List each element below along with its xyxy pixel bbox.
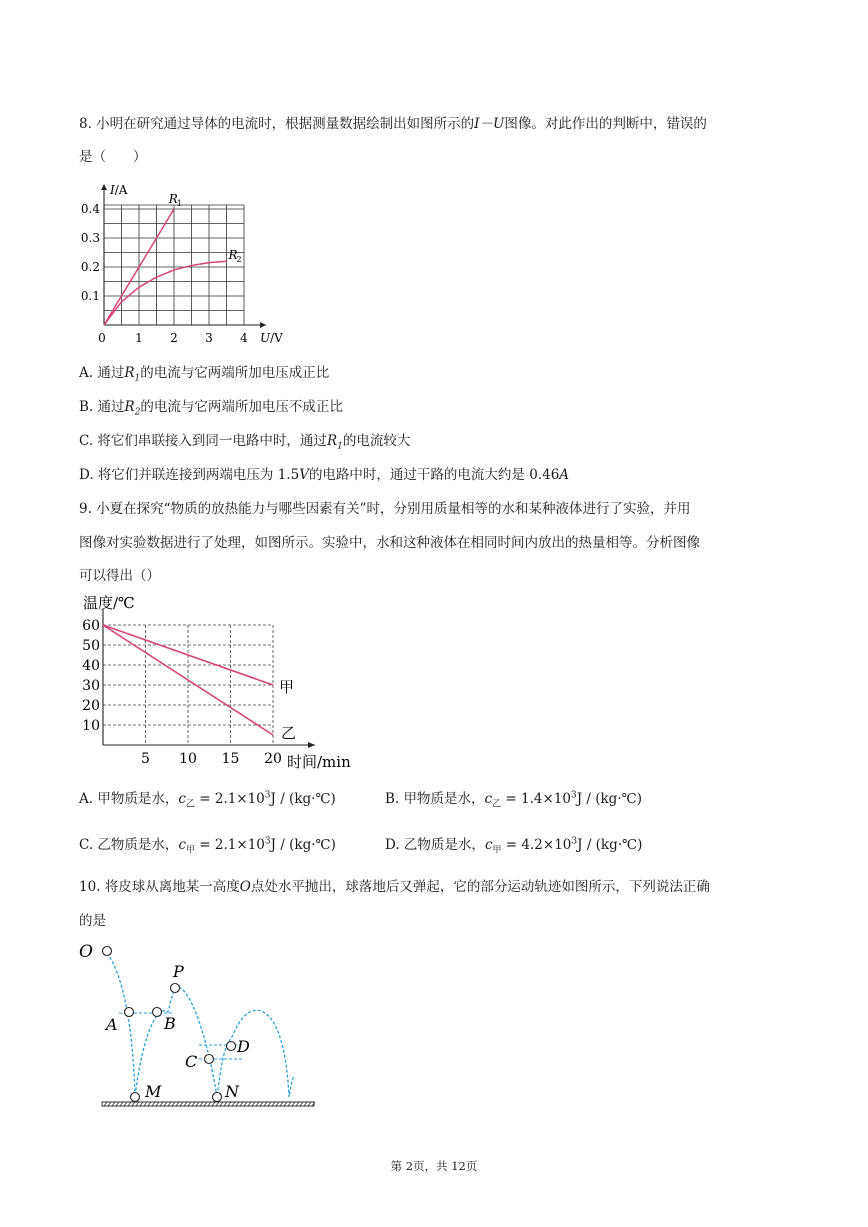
y-tick-label: 50: [82, 638, 100, 654]
ground: [102, 1102, 315, 1106]
x-tick-label: 20: [264, 751, 282, 767]
trajectory-curve: [107, 953, 295, 1097]
label-a: A: [106, 1015, 118, 1034]
q9-option-b[interactable]: B. 甲物质是水，$c_乙 = 1.4\times 10^3J$ / (kg·℃): [385, 790, 642, 810]
y-axis-label: 温度/℃: [83, 594, 135, 612]
x-tick-label: 15: [221, 751, 240, 767]
point-o: [103, 947, 112, 956]
x-axis-label: 时间/min: [287, 753, 351, 771]
x-tick-label: 3: [205, 331, 213, 345]
q10-text-line1: 10. 将皮球从离地某一高度O点处水平抛出，球落地后又弹起，它的部分运动轨迹如图所示，下列说法正确: [79, 879, 710, 895]
r1-label-sub: 1: [176, 199, 182, 208]
temperature-chart-grid: [103, 625, 273, 745]
origin-label: 0: [98, 331, 106, 345]
q8-option-b[interactable]: B. 通过$R_2$的电流与它两端所加电压不成正比: [79, 399, 343, 418]
x-tick-label: 1: [135, 331, 143, 345]
label-o: O: [79, 942, 93, 962]
x-tick-label: 4: [240, 331, 248, 345]
y-tick-label: 20: [82, 698, 100, 714]
y-tick-label: 60: [82, 618, 100, 634]
q8-option-c[interactable]: C. 将它们串联接入到同一电路中时，通过$R_1$的电流较大: [79, 433, 411, 452]
y-tick-label: 10: [82, 718, 100, 734]
q8-text-line1: 8. 小明在研究通过导体的电流时，根据测量数据绘制出如图所示的I－U图像。对此作出的判断中，错误的: [79, 116, 707, 132]
q9-option-c[interactable]: C. 乙物质是水，$c_甲 = 2.1\times 10^3J$ / (kg·℃): [79, 836, 336, 856]
label-b: B: [164, 1014, 176, 1033]
label-c: C: [185, 1052, 198, 1071]
q10-text-line2: 的是: [79, 913, 106, 929]
y-tick-label: 0.2: [80, 260, 100, 274]
point-d: [227, 1042, 236, 1051]
x-tick-label: 10: [179, 751, 197, 767]
ball-trajectory-diagram: [75, 935, 335, 1115]
r1-label: R: [168, 192, 178, 206]
label-n: N: [225, 1082, 239, 1101]
r2-label-sub: 2: [236, 255, 242, 265]
x-axis-arrow: [308, 742, 315, 748]
x-tick-label: 5: [141, 751, 150, 767]
series-yi-label: 乙: [281, 724, 297, 742]
y-tick-label: 30: [82, 678, 100, 694]
y-tick-label: 40: [82, 658, 100, 674]
temperature-chart: [70, 595, 370, 775]
x-axis-arrow: [260, 322, 266, 328]
q9-option-a[interactable]: A. 甲物质是水，$c_乙 = 2.1\times 10^3J$ / (kg·℃): [79, 790, 336, 810]
q9-option-d[interactable]: D. 乙物质是水，$c_甲 = 4.2\times 10^3J$ / (kg·℃): [385, 836, 643, 856]
iu-chart: [75, 180, 283, 350]
q8-text-line2: 是（ ）: [79, 149, 147, 165]
point-c: [205, 1055, 214, 1064]
point-m: [131, 1093, 140, 1102]
y-axis-label: I/A: [110, 183, 128, 197]
label-d: D: [237, 1037, 250, 1056]
q8-option-d[interactable]: D. 将它们并联连接到两端电压为 1.5V的电路中时，通过干路的电流大约是 0.46A: [79, 467, 570, 483]
y-tick-label: 0.1: [80, 289, 100, 303]
q9-text-line2: 图像对实验数据进行了处理，如图所示。实验中，水和这种液体在相同时间内放出的热量相等。分析图像: [79, 535, 700, 551]
q8-option-a[interactable]: A. 通过$R_1$的电流与它两端所加电压成正比: [79, 365, 330, 384]
label-p: P: [173, 962, 184, 981]
point-p: [171, 984, 180, 993]
iu-chart-labels: [81, 183, 283, 345]
y-tick-label: 0.3: [80, 231, 100, 245]
q9-text-line3: 可以得出（）: [79, 568, 160, 584]
point-b: [153, 1008, 162, 1017]
point-n: [213, 1093, 222, 1102]
iu-chart-grid: [104, 205, 244, 325]
point-a: [125, 1008, 134, 1017]
x-tick-label: 2: [170, 331, 178, 345]
q9-text-line1: 9. 小夏在探究“物质的放热能力与哪些因素有关”时，分别用质量相等的水和某种液体进行了实验，并用: [79, 501, 691, 517]
page-footer: 第 2页，共 12页: [390, 1159, 478, 1173]
x-axis-label: U/V: [260, 331, 283, 345]
series-jia-label: 甲: [279, 678, 295, 696]
y-tick-label: 0.4: [80, 202, 100, 216]
label-m: M: [145, 1082, 162, 1101]
r2-label: R: [228, 248, 238, 263]
y-axis-arrow: [101, 184, 107, 190]
